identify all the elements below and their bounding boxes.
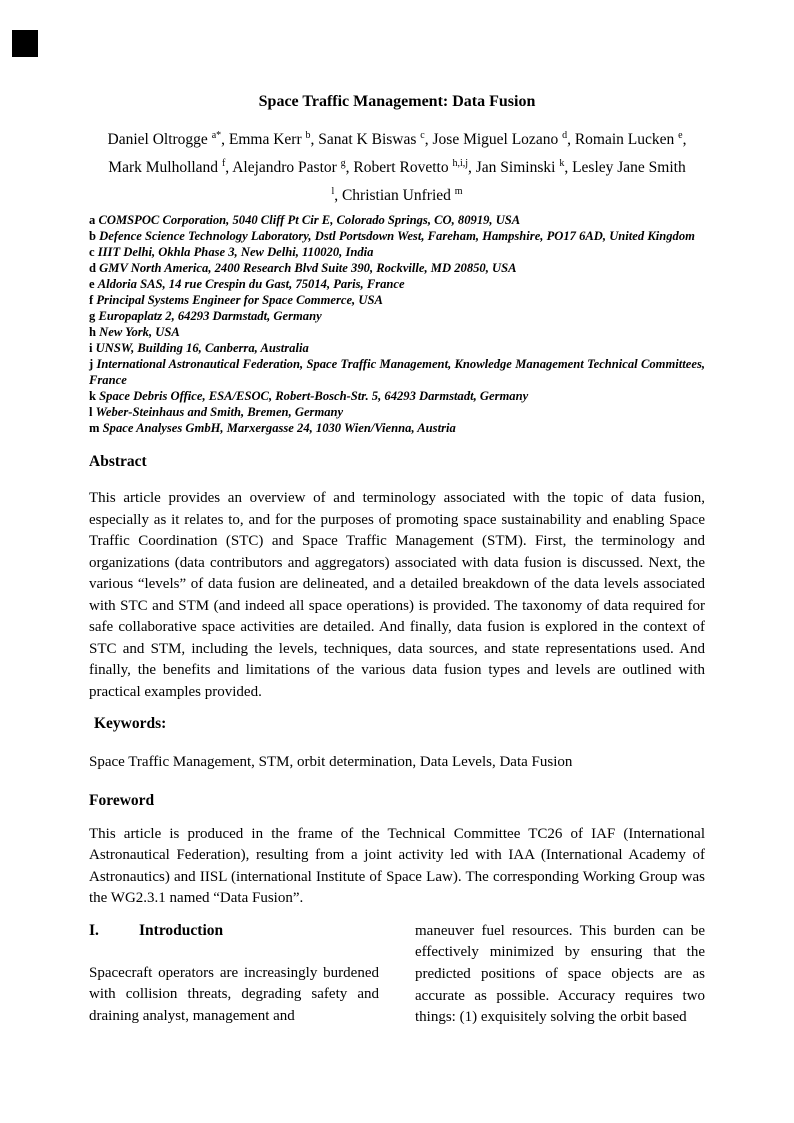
affiliation-item xyxy=(89,228,705,244)
keywords-heading: Keywords: xyxy=(94,715,167,732)
author-affiliation-superscript: c xyxy=(420,130,425,141)
affiliation-letter: i xyxy=(89,341,96,355)
author-affiliation-superscript: a* xyxy=(211,130,222,141)
affiliation-item xyxy=(89,276,705,292)
author-affiliation-superscript: k xyxy=(559,158,565,169)
author-line: Daniel Oltrogge $^{a*}$, Emma Kerr $^b$, Sanat K Biswas $^c$, Jose Miguel Lozano $^d$, Romain Lucken $^e$, xyxy=(107,130,687,148)
intro-left-paragraph: Spacecraft operators are increasingly burdened with collision threats, degrading safety and draining analyst, management and xyxy=(89,964,379,1024)
affiliation-text: Space Debris Office, ESA/ESOC, Robert-Bosch-Str. 5, 64293 Darmstadt, Germany xyxy=(99,389,529,403)
affiliation-item xyxy=(89,356,705,388)
author-affiliation-superscript: d xyxy=(562,130,568,141)
affiliation-item xyxy=(89,324,705,340)
affiliation-text: Principal Systems Engineer for Space Commerce, USA xyxy=(96,293,383,307)
affiliation-letter: k xyxy=(89,389,100,403)
affiliation-item xyxy=(89,340,705,356)
author-affiliation-superscript: m xyxy=(454,186,463,197)
affiliation-text: International Astronautical Federation, Space Traffic Management, Knowledge Management Technical Committees, France xyxy=(89,357,705,387)
keywords-text: Space Traffic Management, STM, orbit determination, Data Levels, Data Fusion xyxy=(89,754,573,770)
author-name: Jan Siminski xyxy=(475,159,560,176)
affiliation-item xyxy=(89,212,705,228)
affiliation-letter: h xyxy=(89,325,100,339)
intro-right-paragraph: maneuver fuel resources. This burden can be effectively minimized by ensuring that the predicted positions of space objects are as accurate as possible. Accuracy requires two things: (1) exquisitely solving the orbit based xyxy=(415,922,705,1026)
abstract-paragraph: This article provides an overview of and terminology associated with the topic of data fusion, especially as it relates to, and for the purposes of promoting space sustainability and enabling Space Traffic Coordination (STC) and Space Traffic Management (STM). First, the terminology and organizations (data contributors and aggregators) associated with data fusion is discussed. Next, the various “levels” of data fusion are delineated, and a detailed breakdown of the data levels associated with STC and STM (and indeed all space operations) is provided. The taxonomy of data required for safe collaborative space activities are detailed. And finally, data fusion is explored in the context of STC and STM, including the levels, techniques, data sources, and state representations used. And finally, the benefits and limitations of the various data fusion types and levels are outlined with practical examples provided. xyxy=(89,490,705,700)
affiliation-item xyxy=(89,388,705,404)
affiliation-item xyxy=(89,420,705,436)
author-name: Alejandro Pastor xyxy=(232,159,341,176)
affiliation-text: UNSW, Building 16, Canberra, Australia xyxy=(95,341,309,355)
author-name: Sanat K Biswas xyxy=(318,131,421,148)
affiliation-text: Defence Science Technology Laboratory, Dstl Portsdown West, Fareham, Hampshire, PO17 6AD, United Kingdom xyxy=(99,229,695,243)
affiliation-letter: d xyxy=(89,261,100,275)
author-affiliation-superscript: f xyxy=(221,158,226,169)
author-affiliation-superscript: b xyxy=(305,130,311,141)
author-line: $^l$, Christian Unfried $^m$ xyxy=(331,186,463,204)
introduction-heading xyxy=(89,921,379,941)
author-affiliation-superscript: l xyxy=(331,186,335,197)
affiliation-letter: e xyxy=(89,277,98,291)
foreword-heading: Foreword xyxy=(89,791,155,809)
affiliation-item xyxy=(89,404,705,420)
affiliation-letter: f xyxy=(89,293,97,307)
author-affiliation-superscript: h,i,j xyxy=(452,158,469,169)
affiliation-text: Europaplatz 2, 64293 Darmstadt, Germany xyxy=(98,309,322,323)
left-column xyxy=(89,921,379,1030)
affiliation-letter: a xyxy=(89,213,99,227)
author-affiliation-superscript: g xyxy=(340,158,346,169)
affiliation-letter: m xyxy=(89,421,103,435)
foreword-paragraph: This article is produced in the frame of the Technical Committee TC26 of IAF (International Astronautical Federation), resulting from a joint activity led with IAA (International Academy of Astronautics) and IISL (international Institute of Space Law). The corresponding Working Group was the WG2.3.1 named “Data Fusion”. xyxy=(89,825,705,906)
author-lines xyxy=(89,126,705,210)
section-title: Introduction xyxy=(139,921,224,939)
author-name: Jose Miguel Lozano xyxy=(432,131,563,148)
affiliation-text: Weber-Steinhaus and Smith, Bremen, Germany xyxy=(95,405,344,419)
affiliation-item xyxy=(89,292,705,308)
author-name: Mark Mulholland xyxy=(108,159,222,176)
author-name: Emma Kerr xyxy=(228,131,306,148)
affiliation-text: COMSPOC Corporation, 5040 Cliff Pt Cir E, Colorado Springs, CO, 80919, USA xyxy=(98,213,521,227)
affiliation-item xyxy=(89,308,705,324)
affiliation-item xyxy=(89,260,705,276)
affiliation-letter: c xyxy=(89,245,98,259)
affiliation-text: Space Analyses GmbH, Marxergasse 24, 1030 Wien/Vienna, Austria xyxy=(102,421,456,435)
affiliation-letter: j xyxy=(89,357,97,371)
affiliation-letter: l xyxy=(89,405,96,419)
abstract-heading: Abstract xyxy=(89,453,147,470)
author-name: Romain Lucken xyxy=(574,131,679,148)
affiliation-text: GMV North America, 2400 Research Blvd Suite 390, Rockville, MD 20850, USA xyxy=(99,261,517,275)
affiliation-text: Aldoria SAS, 14 rue Crespin du Gast, 75014, Paris, France xyxy=(97,277,405,291)
author-name: Christian Unfried xyxy=(341,187,455,204)
affiliation-text: IIIT Delhi, Okhla Phase 3, New Delhi, 110020, India xyxy=(97,245,374,259)
corner-mark xyxy=(12,30,38,57)
author-name: Lesley Jane Smith xyxy=(572,159,686,176)
affiliation-text: New York, USA xyxy=(99,325,180,339)
affiliation-letter: g xyxy=(89,309,99,323)
paper-title: Space Traffic Management: Data Fusion xyxy=(258,93,536,110)
section-numeral: I. xyxy=(89,921,99,939)
two-column-section xyxy=(89,921,705,1030)
author-line: Mark Mulholland $^f$, Alejandro Pastor $^g$, Robert Rovetto $^{h,i,j}$, Jan Siminski $^k$, Lesley Jane Smith xyxy=(108,158,686,176)
right-column xyxy=(415,921,705,1030)
author-affiliation-superscript: e xyxy=(678,130,683,141)
affiliation-letter: b xyxy=(89,229,100,243)
author-name: Robert Rovetto xyxy=(353,159,453,176)
affiliation-item xyxy=(89,244,705,260)
author-name: Daniel Oltrogge xyxy=(107,131,212,148)
affiliations-list xyxy=(89,212,705,436)
